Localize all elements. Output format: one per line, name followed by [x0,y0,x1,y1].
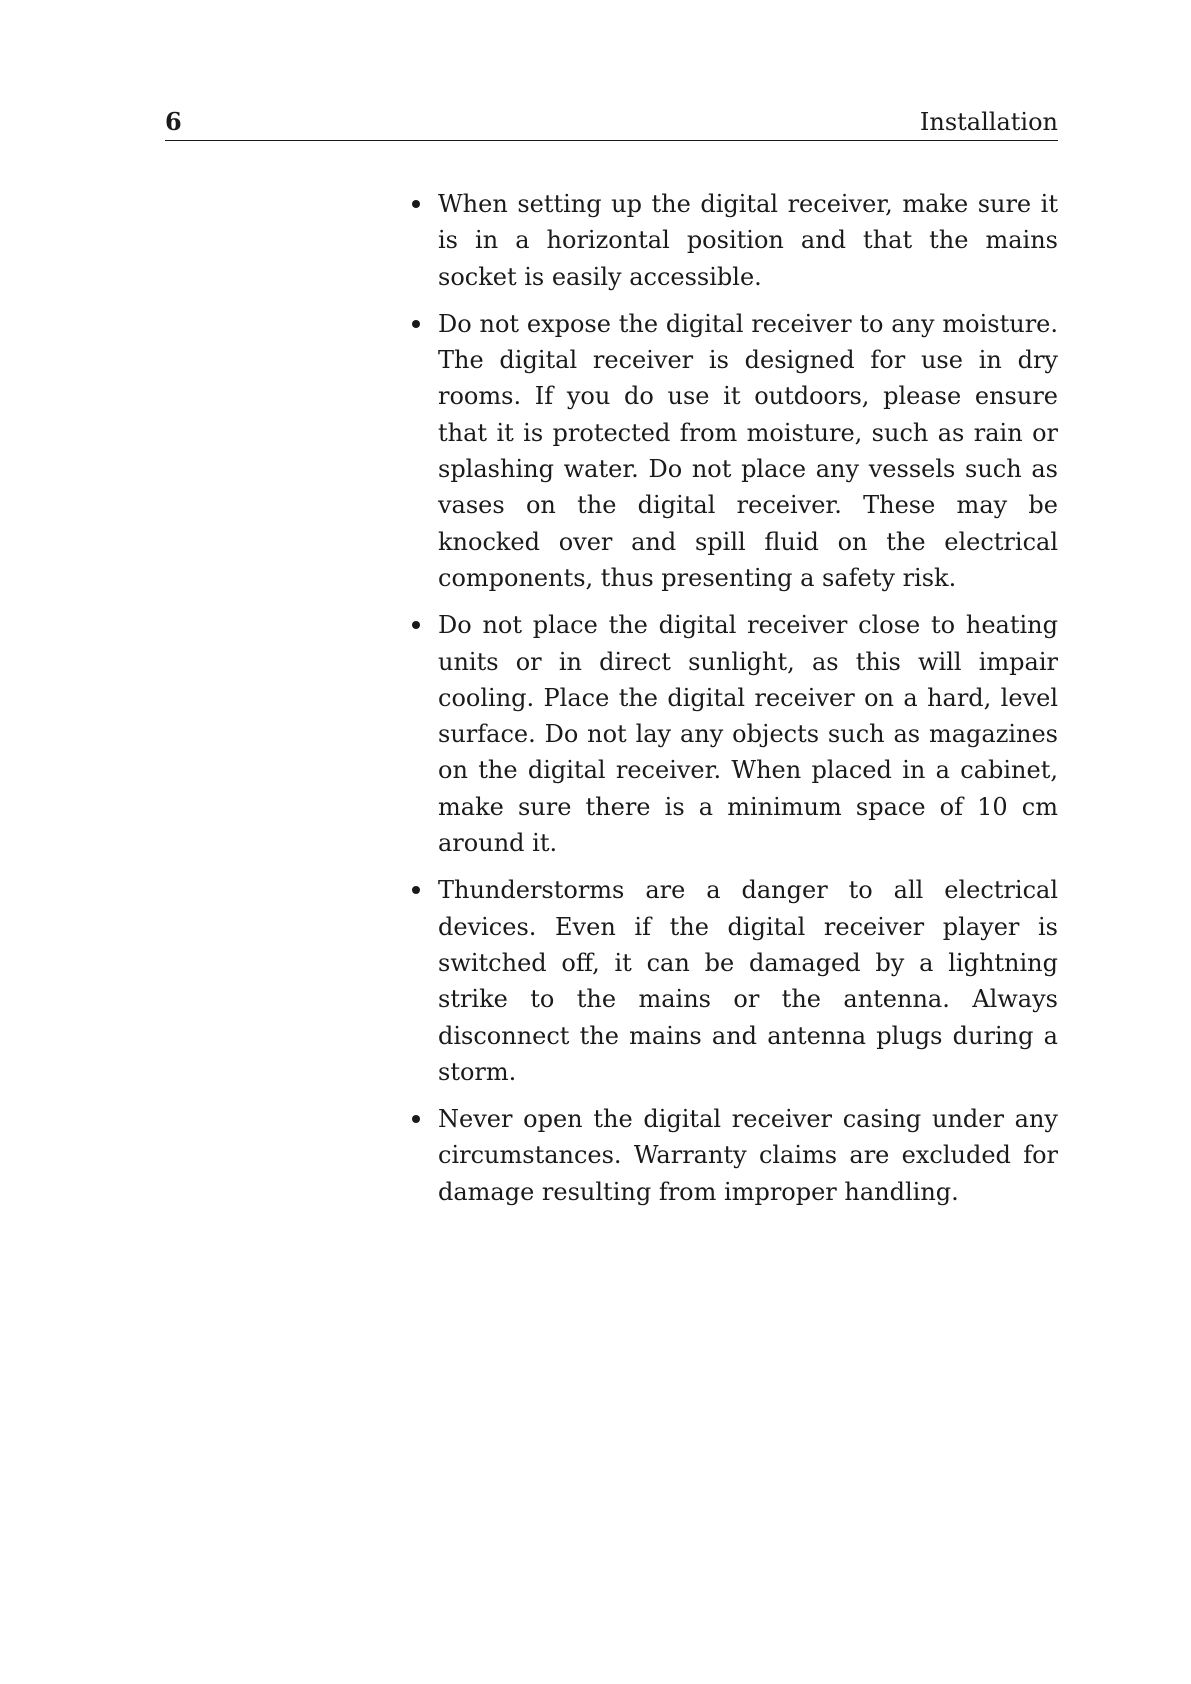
list-item-text: Do not place the digital receiver close to heating units or in direct sunlight, as this will impair cooling. Place the digital receiver on a hard, level surface. Do not lay any objects such as magazines on the digital receiver. When placed in a cabinet, make sure there is a minimum space of 10 cm around it. [438,611,1058,858]
bullet-icon [412,886,420,894]
list-item [412,306,1058,596]
list-item [412,872,1058,1090]
bullet-icon [412,320,420,328]
safety-instructions-list [412,186,1058,1221]
list-item [412,607,1058,861]
bullet-icon [412,621,420,629]
page-header [165,104,1058,141]
bullet-icon [412,200,420,208]
list-item-text: Do not expose the digital receiver to any moisture. The digital receiver is designed for use in dry rooms. If you do use it outdoors, please ensure that it is protected from moisture, such as rain or splashing water. Do not place any vessels such as vases on the digital receiver. These may be knocked over and spill fluid on the electrical components, thus presenting a safety risk. [438,309,1058,592]
list-item [412,186,1058,295]
bullet-icon [412,1115,420,1123]
list-item [412,1101,1058,1210]
running-title: Installation [919,108,1058,136]
page-number: 6 [165,107,182,136]
list-item-text: Thunderstorms are a danger to all electrical devices. Even if the digital receiver player is switched off, it can be damaged by a lightning strike to the mains or the antenna. Always disconnect the mains and antenna plugs during a storm. [438,876,1058,1086]
list-item-text: When setting up the digital receiver, make sure it is in a horizontal position and that the mains socket is easily accessible. [438,190,1058,291]
list-item-text: Never open the digital receiver casing under any circumstances. Warranty claims are excluded for damage resulting from improper handling. [438,1105,1058,1206]
